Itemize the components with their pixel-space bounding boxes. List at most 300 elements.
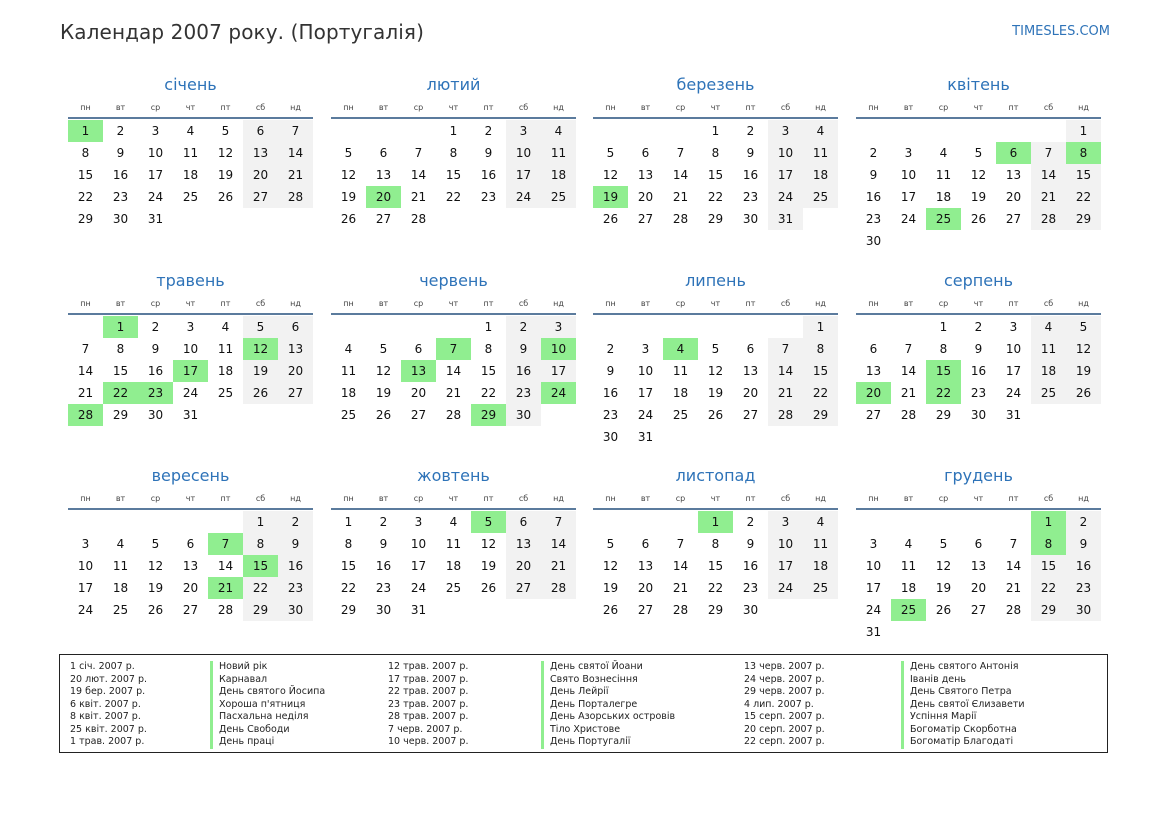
month-name: лютий [426,75,481,94]
day-cell: 28 [672,212,689,226]
day-cell: 1 [449,124,458,138]
day-cell: 19 [217,168,234,182]
empty-cell [628,511,663,533]
holiday-day-cell: 19 [593,186,628,208]
day-cell: 10 [1005,342,1022,356]
holiday-day-cell: 20 [856,382,891,404]
days-grid [68,511,313,621]
weekday-label: сб [255,494,266,503]
day-cell: 2 [869,146,878,160]
weekday-label: сб [780,299,791,308]
weekday-label: чт [973,103,984,112]
day-cell: 31 [147,212,164,226]
weekday-label: пн [605,299,616,308]
day-cell: 22 [707,190,724,204]
empty-cell [926,511,961,533]
holiday-day-cell: 29 [471,404,506,426]
day-cell: 26 [243,382,278,404]
day-cell: 27 [278,382,313,404]
month-3 [593,74,838,230]
day-cell: 9 [151,342,160,356]
holiday-day-cell: 7 [208,533,243,555]
day-cell: 3 [904,146,913,160]
legend-holiday-name: Успіння Марії [901,711,1025,724]
day-cell: 1 [344,515,353,529]
day-cell: 12 [1066,338,1101,360]
day-cell: 11 [340,364,357,378]
month-4 [856,74,1101,252]
day-cell: 1 [803,316,838,338]
day-cell: 3 [641,342,650,356]
day-cell: 6 [186,537,195,551]
day-cell: 8 [344,537,353,551]
day-cell: 19 [1066,360,1101,382]
day-cell: 22 [243,577,278,599]
day-cell: 5 [344,146,353,160]
day-cell: 18 [935,190,952,204]
day-cell: 13 [243,142,278,164]
day-cell: 7 [278,120,313,142]
legend-holiday-name: Новий рік [210,661,325,674]
empty-cell [436,316,471,338]
weekday-label: вт [640,494,651,503]
day-cell: 8 [711,146,720,160]
weekday-label: ср [413,103,424,112]
legend-holiday-date: 4 лип. 2007 р. [744,698,814,710]
month-name: квітень [947,75,1010,94]
weekday-label: вт [115,299,126,308]
day-cell: 5 [606,537,615,551]
weekday-label: ср [413,299,424,308]
day-cell: 5 [939,537,948,551]
empty-cell [663,511,698,533]
day-cell: 21 [900,386,917,400]
day-cell: 4 [904,537,913,551]
holiday-day-cell: 22 [926,382,961,404]
day-cell: 1 [939,320,948,334]
day-cell: 6 [243,120,278,142]
day-cell: 14 [672,559,689,573]
weekday-label: нд [1078,103,1089,112]
weekday-label: пн [343,494,354,503]
day-cell: 6 [379,146,388,160]
days-grid [331,120,576,230]
weekday-label: нд [553,299,564,308]
day-cell: 6 [869,342,878,356]
day-cell: 8 [116,342,125,356]
site-link[interactable]: TIMESLES.COM [1012,24,1110,39]
day-cell: 5 [606,146,615,160]
day-cell: 3 [1009,320,1018,334]
day-cell: 29 [77,212,94,226]
weekday-label: нд [815,494,826,503]
day-cell: 6 [506,511,541,533]
holiday-day-cell: 28 [68,404,103,426]
day-cell: 7 [414,146,423,160]
legend-holiday-date: 23 трав. 2007 р. [388,698,469,710]
weekday-label: пн [605,494,616,503]
month-8 [856,270,1101,426]
day-cell: 30 [742,212,759,226]
legend-holiday-date: 29 черв. 2007 р. [744,686,825,697]
day-cell: 29 [243,599,278,621]
month-10 [331,465,576,621]
day-cell: 20 [637,190,654,204]
day-cell: 11 [182,146,199,160]
day-cell: 8 [711,537,720,551]
empty-cell [366,316,401,338]
holiday-day-cell: 23 [138,382,173,404]
empty-cell [1031,120,1066,142]
legend-holiday-name: Тіло Христове [541,724,675,737]
day-cell: 12 [935,559,952,573]
day-cell: 13 [375,168,392,182]
day-cell: 17 [637,386,654,400]
legend-holiday-date: 10 черв. 2007 р. [388,736,469,747]
day-cell: 15 [707,559,724,573]
day-cell: 7 [1031,142,1066,164]
day-cell: 4 [221,320,230,334]
holiday-day-cell: 8 [1031,533,1066,555]
header-rule [68,313,313,315]
day-cell: 10 [768,533,803,555]
day-cell: 23 [602,408,619,422]
days-grid [856,511,1101,643]
day-cell: 14 [217,559,234,573]
empty-cell [698,316,733,338]
weekday-label: ср [413,494,424,503]
day-cell: 28 [672,603,689,617]
weekday-label: чт [185,299,196,308]
day-cell: 24 [506,186,541,208]
day-cell: 27 [1005,212,1022,226]
day-cell: 30 [602,430,619,444]
day-cell: 15 [1031,555,1066,577]
days-grid [68,316,313,426]
day-cell: 9 [746,146,755,160]
day-cell: 16 [278,555,313,577]
legend-holiday-date: 12 трав. 2007 р. [388,661,469,672]
day-cell: 11 [672,364,689,378]
day-cell: 3 [541,316,576,338]
day-cell: 20 [243,164,278,186]
weekday-header [593,99,838,117]
day-cell: 29 [1031,599,1066,621]
day-cell: 4 [344,342,353,356]
holiday-day-cell: 4 [663,338,698,360]
day-cell: 1 [711,124,720,138]
day-cell: 24 [768,577,803,599]
weekday-label: пн [868,299,879,308]
header-rule [856,508,1101,510]
empty-cell [103,511,138,533]
days-grid [856,316,1101,426]
header-rule [331,313,576,315]
holiday-day-cell: 24 [541,382,576,404]
day-cell: 19 [707,386,724,400]
day-cell: 11 [541,142,576,164]
day-cell: 15 [803,360,838,382]
legend-holiday-name: День Азорських островів [541,711,675,724]
day-cell: 27 [742,408,759,422]
legend-holiday-name: День Святого Петра [901,686,1025,699]
legend-dates-col-1 [70,661,147,749]
day-cell: 3 [414,515,423,529]
month-2 [331,74,576,230]
weekday-header [856,490,1101,508]
day-cell: 16 [480,168,497,182]
legend-names-col-1 [210,661,325,749]
day-cell: 16 [506,360,541,382]
legend-holiday-date: 22 трав. 2007 р. [388,686,469,697]
weekday-label: чт [973,299,984,308]
day-cell: 17 [900,190,917,204]
day-cell: 15 [77,168,94,182]
day-cell: 26 [480,581,497,595]
day-cell: 25 [1031,382,1066,404]
weekday-header [331,490,576,508]
day-cell: 23 [742,190,759,204]
day-cell: 12 [375,364,392,378]
day-cell: 5 [974,146,983,160]
day-cell: 18 [803,164,838,186]
day-cell: 19 [935,581,952,595]
day-cell: 9 [116,146,125,160]
weekday-label: чт [185,103,196,112]
day-cell: 12 [217,146,234,160]
empty-cell [891,120,926,142]
weekday-label: чт [185,494,196,503]
day-cell: 30 [970,408,987,422]
day-cell: 9 [746,537,755,551]
day-cell: 9 [974,342,983,356]
day-cell: 3 [768,120,803,142]
day-cell: 3 [81,537,90,551]
day-cell: 25 [672,408,689,422]
day-cell: 4 [449,515,458,529]
empty-cell [401,316,436,338]
day-cell: 29 [803,404,838,426]
day-cell: 10 [900,168,917,182]
day-cell: 2 [606,342,615,356]
day-cell: 11 [1031,338,1066,360]
day-cell: 24 [637,408,654,422]
day-cell: 30 [742,603,759,617]
weekday-label: чт [710,494,721,503]
day-cell: 23 [278,577,313,599]
weekday-label: ср [150,103,161,112]
weekday-label: пн [80,299,91,308]
empty-cell [366,120,401,142]
day-cell: 4 [1031,316,1066,338]
day-cell: 17 [1005,364,1022,378]
day-cell: 26 [935,603,952,617]
day-cell: 28 [900,408,917,422]
day-cell: 24 [147,190,164,204]
empty-cell [891,511,926,533]
header-rule [331,117,576,119]
day-cell: 28 [410,212,427,226]
legend-holiday-date: 28 трав. 2007 р. [388,711,469,722]
empty-cell [891,316,926,338]
day-cell: 18 [803,555,838,577]
day-cell: 9 [606,364,615,378]
legend-names-col-3 [901,661,1025,749]
day-cell: 8 [243,533,278,555]
weekday-label: пн [343,103,354,112]
weekday-label: вт [903,103,914,112]
month-6 [331,270,576,426]
weekday-label: чт [710,103,721,112]
day-cell: 16 [375,559,392,573]
day-cell: 23 [112,190,129,204]
day-cell: 7 [676,146,685,160]
weekday-label: нд [290,103,301,112]
weekday-label: ср [675,299,686,308]
day-cell: 30 [112,212,129,226]
legend-holiday-date: 13 черв. 2007 р. [744,661,825,672]
weekday-label: вт [640,103,651,112]
day-cell: 2 [506,316,541,338]
legend-holiday-date: 19 бер. 2007 р. [70,686,146,697]
holiday-day-cell: 13 [401,360,436,382]
day-cell: 1 [243,511,278,533]
day-cell: 14 [1031,164,1066,186]
day-cell: 9 [506,338,541,360]
day-cell: 26 [602,603,619,617]
day-cell: 31 [865,625,882,639]
day-cell: 31 [637,430,654,444]
day-cell: 7 [676,537,685,551]
day-cell: 16 [602,386,619,400]
day-cell: 16 [742,168,759,182]
day-cell: 23 [865,212,882,226]
legend-holiday-name: День Порталегре [541,699,675,712]
day-cell: 14 [278,142,313,164]
day-cell: 31 [182,408,199,422]
holiday-day-cell: 15 [243,555,278,577]
legend-holiday-date: 15 серп. 2007 р. [744,711,825,722]
day-cell: 26 [340,212,357,226]
empty-cell [68,316,103,338]
weekday-label: сб [1043,494,1054,503]
empty-cell [331,316,366,338]
day-cell: 3 [506,120,541,142]
day-cell: 18 [900,581,917,595]
day-cell: 6 [746,342,755,356]
day-cell: 23 [506,382,541,404]
weekday-label: пт [1008,103,1019,112]
legend-holiday-name: День святої Єлизавети [901,699,1025,712]
weekday-label: пт [1008,494,1019,503]
weekday-label: нд [1078,299,1089,308]
weekday-label: пт [745,103,756,112]
day-cell: 30 [147,408,164,422]
day-cell: 17 [147,168,164,182]
legend-holiday-date: 7 черв. 2007 р. [388,723,463,735]
day-cell: 28 [445,408,462,422]
day-cell: 26 [707,408,724,422]
weekday-header [68,490,313,508]
day-cell: 18 [541,164,576,186]
legend-holiday-date: 24 черв. 2007 р. [744,673,825,685]
legend-holiday-date: 20 лют. 2007 р. [70,673,147,685]
legend-holiday-name: Хороша п'ятниця [210,699,325,712]
day-cell: 14 [541,533,576,555]
day-cell: 20 [182,581,199,595]
weekday-label: пт [1008,299,1019,308]
days-grid [856,120,1101,252]
day-cell: 21 [410,190,427,204]
day-cell: 23 [1066,577,1101,599]
day-cell: 22 [77,190,94,204]
day-cell: 27 [243,186,278,208]
day-cell: 22 [803,382,838,404]
weekday-header [68,295,313,313]
empty-cell [961,511,996,533]
day-cell: 25 [112,603,129,617]
day-cell: 24 [77,603,94,617]
day-cell: 19 [480,559,497,573]
day-cell: 9 [278,533,313,555]
day-cell: 6 [278,316,313,338]
weekday-label: пт [220,299,231,308]
day-cell: 24 [865,603,882,617]
header-rule [331,508,576,510]
legend-holiday-name: День Португалії [541,736,675,749]
month-name: листопад [675,466,756,485]
holiday-legend [59,654,1108,753]
month-11 [593,465,838,621]
month-name: жовтень [417,466,490,485]
weekday-label: пт [745,494,756,503]
days-grid [593,511,838,621]
holiday-day-cell: 1 [1031,511,1066,533]
weekday-label: пт [483,299,494,308]
day-cell: 14 [672,168,689,182]
day-cell: 11 [112,559,129,573]
legend-holiday-date: 8 квіт. 2007 р. [70,711,141,722]
weekday-label: сб [780,494,791,503]
day-cell: 28 [278,186,313,208]
legend-holiday-name: Пасхальна неділя [210,711,325,724]
day-cell: 19 [340,190,357,204]
header-rule [593,117,838,119]
day-cell: 13 [278,338,313,360]
holiday-day-cell: 21 [208,577,243,599]
day-cell: 2 [746,515,755,529]
day-cell: 3 [869,537,878,551]
weekday-label: пн [868,103,879,112]
day-cell: 6 [414,342,423,356]
day-cell: 5 [221,124,230,138]
day-cell: 16 [147,364,164,378]
empty-cell [208,511,243,533]
day-cell: 31 [410,603,427,617]
day-cell: 17 [506,164,541,186]
day-cell: 10 [768,142,803,164]
empty-cell [593,511,628,533]
weekday-label: вт [115,103,126,112]
weekday-label: чт [710,299,721,308]
days-grid [593,316,838,448]
empty-cell [331,120,366,142]
day-cell: 25 [803,577,838,599]
day-cell: 18 [672,386,689,400]
day-cell: 21 [672,190,689,204]
day-cell: 20 [970,581,987,595]
day-cell: 24 [1005,386,1022,400]
